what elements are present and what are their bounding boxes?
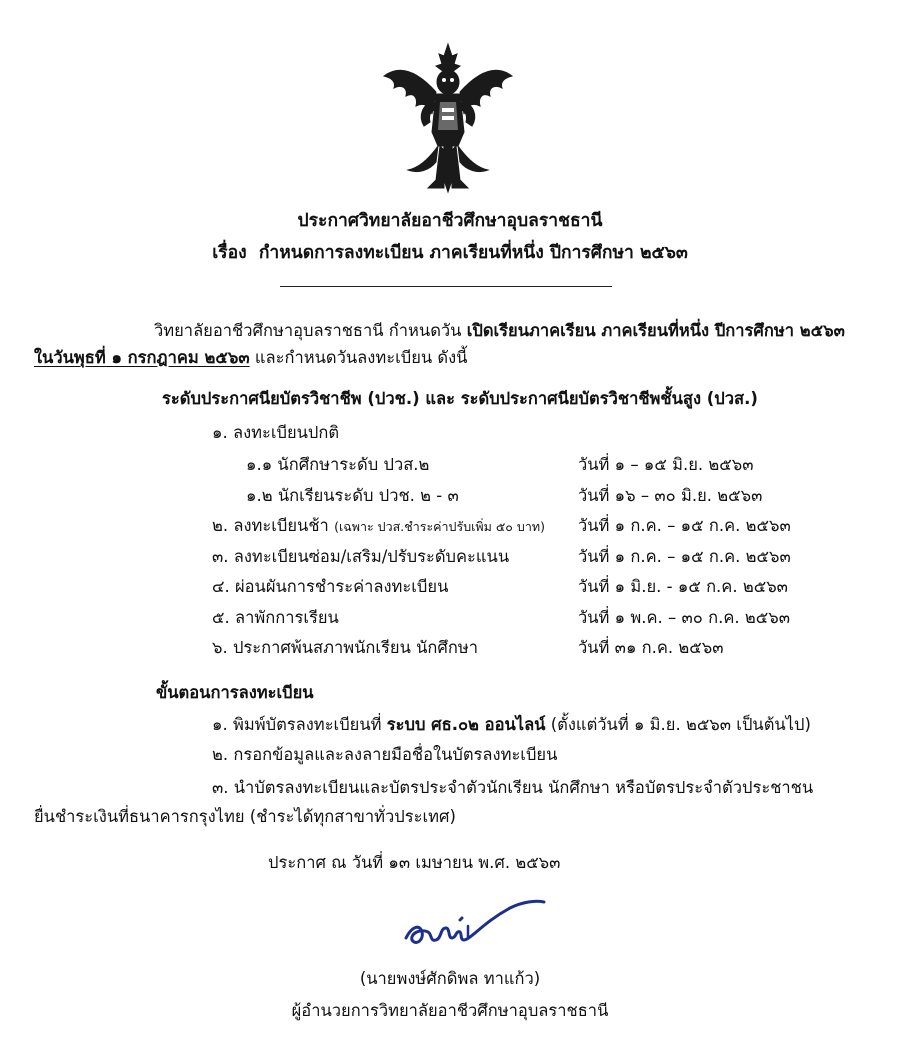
step-1 [212, 712, 811, 738]
subject-label: เรื่อง [212, 243, 247, 263]
garuda-emblem-icon [378, 42, 518, 197]
title-divider [280, 286, 612, 287]
schedule-item-label [212, 513, 545, 539]
schedule-item-date: วันที่ ๑๖ – ๓๐ มิ.ย. ๒๕๖๓ [578, 486, 763, 505]
document-subject [0, 238, 900, 266]
schedule-item-label: ๔. ผ่อนผันการชำระค่าลงทะเบียน [212, 577, 449, 596]
intro-rest: และกำหนดวันลงทะเบียน ดังนี้ [254, 348, 468, 367]
schedule-item-date: วันที่ ๓๑ ก.ค. ๒๕๖๓ [578, 638, 724, 657]
schedule-item-label: ๑.๑ นักศึกษาระดับ ปวส.๒ [246, 455, 430, 474]
intro-open-day: ในวันพุธที่ ๑ กรกฎาคม ๒๕๖๓ [34, 348, 250, 367]
step-1-prefix: ๑. พิมพ์บัตรลงทะเบียนที่ [212, 715, 382, 734]
steps-heading: ขั้นตอนการลงทะเบียน [156, 683, 314, 702]
step-3-line-2: ยื่นชำระเงินที่ธนาคารกรุงไทย (ชำระได้ทุกสาขาทั่วประเทศ) [34, 807, 456, 826]
level-heading: ระดับประกาศนียบัตรวิชาชีพ (ปวช.) และ ระดับประกาศนียบัตรวิชาชีพชั้นสูง (ปวส.) [162, 389, 758, 408]
signature-icon [398, 898, 548, 958]
schedule-item-date: วันที่ ๑ มิ.ย. - ๑๕ ก.ค. ๒๕๖๓ [578, 577, 788, 596]
schedule-item-date: วันที่ ๑ พ.ค. – ๓๐ ก.ค. ๒๕๖๓ [578, 608, 791, 627]
schedule-item-date: วันที่ ๑ – ๑๕ มิ.ย. ๒๕๖๓ [578, 455, 754, 474]
schedule-item-label: ๕. ลาพักการเรียน [212, 608, 339, 627]
step-2: ๒. กรอกข้อมูลและลงลายมือชื่อในบัตรลงทะเบียน [212, 745, 558, 764]
document-title: ประกาศวิทยาลัยอาชีวศึกษาอุบลราชธานี [297, 211, 603, 231]
step-3-line-1: ๓. นำบัตรลงทะเบียนและบัตรประจำตัวนักเรียน นักศึกษา หรือบัตรประจำตัวประชาชน [212, 778, 814, 797]
subject-text: กำหนดการลงทะเบียน ภาคเรียนที่หนึ่ง ปีการศึกษา ๒๕๖๓ [258, 243, 688, 263]
intro-line-1 [154, 318, 845, 344]
schedule-item-label: ๖. ประกาศพ้นสภาพนักเรียน นักศึกษา [212, 638, 478, 657]
schedule-item-label: ๓. ลงทะเบียนซ่อม/เสริม/ปรับระดับคะแนน [212, 547, 510, 566]
signatory-name: (นายพงษ์ศักดิพล ทาแก้ว) [359, 969, 541, 988]
intro-open-date: เปิดเรียนภาคเรียน ภาคเรียนที่หนึ่ง ปีการศึกษา ๒๕๖๓ [466, 321, 845, 340]
intro-prefix: วิทยาลัยอาชีวศึกษาอุบลราชธานี กำหนดวัน [154, 321, 462, 340]
signatory-position: ผู้อำนวยการวิทยาลัยอาชีวศึกษาอุบลราชธานี [291, 1001, 609, 1020]
schedule-item-label: ๑.๒ นักเรียนระดับ ปวช. ๒ - ๓ [246, 486, 459, 505]
announcement-date: ประกาศ ณ วันที่ ๑๓ เมษายน พ.ศ. ๒๕๖๓ [268, 853, 561, 872]
late-registration-note: (เฉพาะ ปวส.ชำระค่าปรับเพิ่ม ๕๐ บาท) [334, 519, 545, 534]
intro-line-2 [34, 345, 467, 371]
late-registration-label: ๒. ลงทะเบียนช้า [212, 516, 329, 535]
schedule-item-date: วันที่ ๑ ก.ค. – ๑๕ ก.ค. ๒๕๖๓ [578, 516, 791, 535]
schedule-regular-heading: ๑. ลงทะเบียนปกติ [212, 423, 340, 442]
step-1-suffix: (ตั้งแต่วันที่ ๑ มิ.ย. ๒๕๖๓ เป็นต้นไป) [550, 715, 811, 734]
schedule-item-date: วันที่ ๑ ก.ค. – ๑๕ ก.ค. ๒๕๖๓ [578, 547, 791, 566]
step-1-system: ระบบ ศธ.๐๒ ออนไลน์ [386, 715, 546, 734]
